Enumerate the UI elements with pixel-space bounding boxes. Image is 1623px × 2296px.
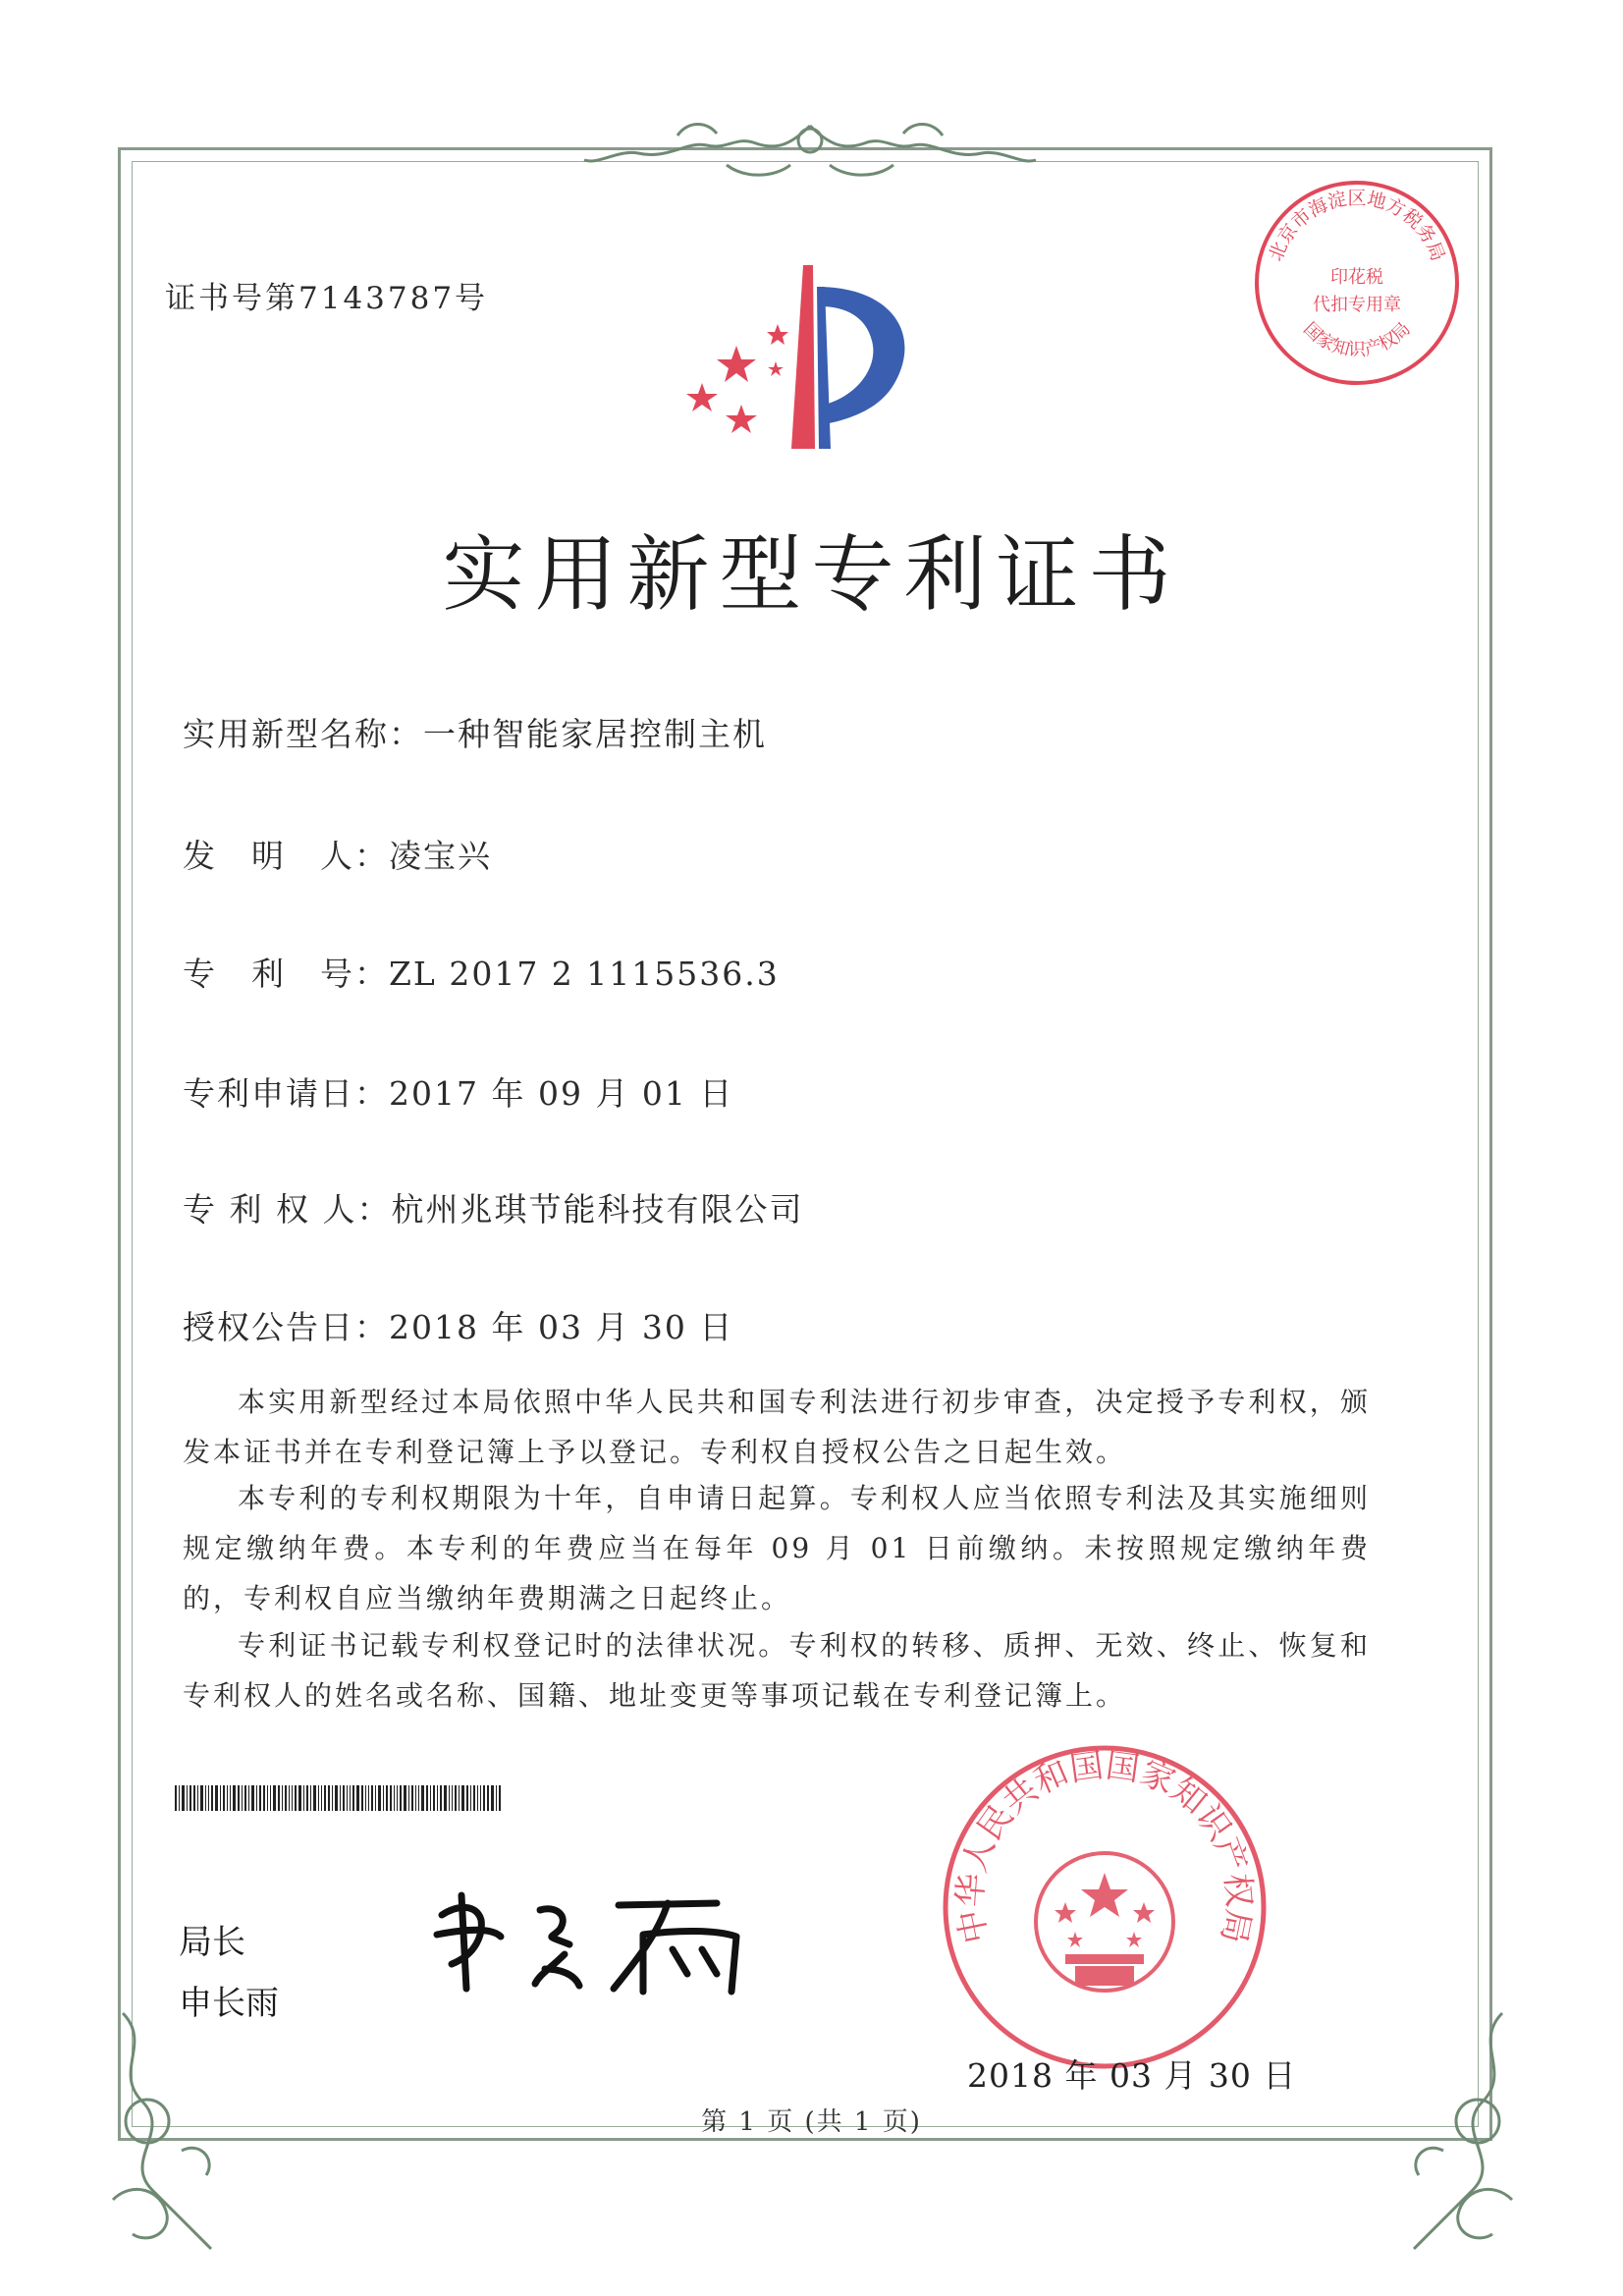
certificate-number: 证书号第7143787号	[165, 281, 489, 316]
svg-text:北京市海淀区地方税务局	[1265, 188, 1448, 264]
field-label: 实用新型名称：	[183, 715, 423, 753]
field-value: 杭州兆琪节能科技有限公司	[391, 1190, 804, 1229]
certificate-border-inner	[132, 161, 1479, 2127]
tax-seal-inner-text-1: 印花税	[1330, 267, 1383, 288]
field-label: 授权公告日：	[183, 1308, 389, 1346]
svg-text:国家知识产权局	[1299, 318, 1415, 360]
office-seal	[938, 1740, 1271, 2074]
office-seal-text: 中华人民共和国国家知识产权局	[950, 1745, 1259, 1947]
barcode	[175, 1785, 503, 1811]
tax-seal-outer-text: 北京市海淀区地方税务局	[1265, 188, 1449, 264]
field-inventor	[183, 831, 492, 877]
director-signature	[422, 1876, 776, 2003]
svg-text:中华人民共和国国家知识产权局	[950, 1746, 1259, 1946]
tax-seal-bottom-text: 国家知识产权局	[1299, 318, 1415, 361]
top-ornament	[579, 106, 1041, 194]
field-value: 凌宝兴	[389, 837, 492, 875]
field-label: 专 利 权 人：	[183, 1190, 392, 1229]
paragraph-legal-status: 专利证书记载专利权登记时的法律状况。专利权的转移、质押、无效、终止、恢复和专利权人的姓名或名称、国籍、地址变更等事项记载在专利登记簿上。	[183, 1629, 1371, 1712]
patent-office-logo	[677, 257, 943, 454]
field-value: 一种智能家居控制主机	[423, 715, 767, 753]
national-emblem	[1036, 1853, 1173, 1991]
field-label: 发 明 人：	[183, 837, 389, 875]
paragraph-grant: 本实用新型经过本局依照中华人民共和国专利法进行初步审查，决定授予专利权，颁发本证书并在专利登记簿上予以登记。专利权自授权公告之日起生效。	[183, 1386, 1371, 1468]
field-value: 2017 年 09 月 01 日	[389, 1074, 734, 1113]
tax-seal-inner-text-2: 代扣专用章	[1313, 295, 1401, 315]
field-value: 2018 年 03 月 30 日	[389, 1308, 734, 1346]
field-patentee	[183, 1184, 803, 1230]
page-number: 第 1 页 (共 1 页)	[701, 2107, 922, 2137]
field-grant-date	[183, 1302, 733, 1348]
tax-seal	[1249, 175, 1465, 391]
field-utility-model-name	[183, 709, 767, 755]
field-value: ZL 2017 2 1115536.3	[389, 955, 780, 993]
field-application-date	[183, 1068, 733, 1115]
field-patent-number	[183, 949, 780, 995]
paragraph-term: 本专利的专利权期限为十年，自申请日起算。专利权人应当依照专利法及其实施细则规定缴纳年费。本专利的年费应当在每年 09 月 01 日前缴纳。未按照规定缴纳年费的，专利权自应当缴纳年费期满之日起终止。	[183, 1482, 1371, 1614]
director-name: 申长雨	[179, 1984, 279, 2023]
field-label: 专 利 号：	[183, 955, 389, 993]
certificate-title: 实用新型专利证书	[442, 526, 1181, 623]
field-label: 专利申请日：	[183, 1074, 389, 1113]
director-title: 局长	[179, 1923, 245, 1962]
seal-date: 2018 年 03 月 30 日	[967, 2056, 1297, 2095]
